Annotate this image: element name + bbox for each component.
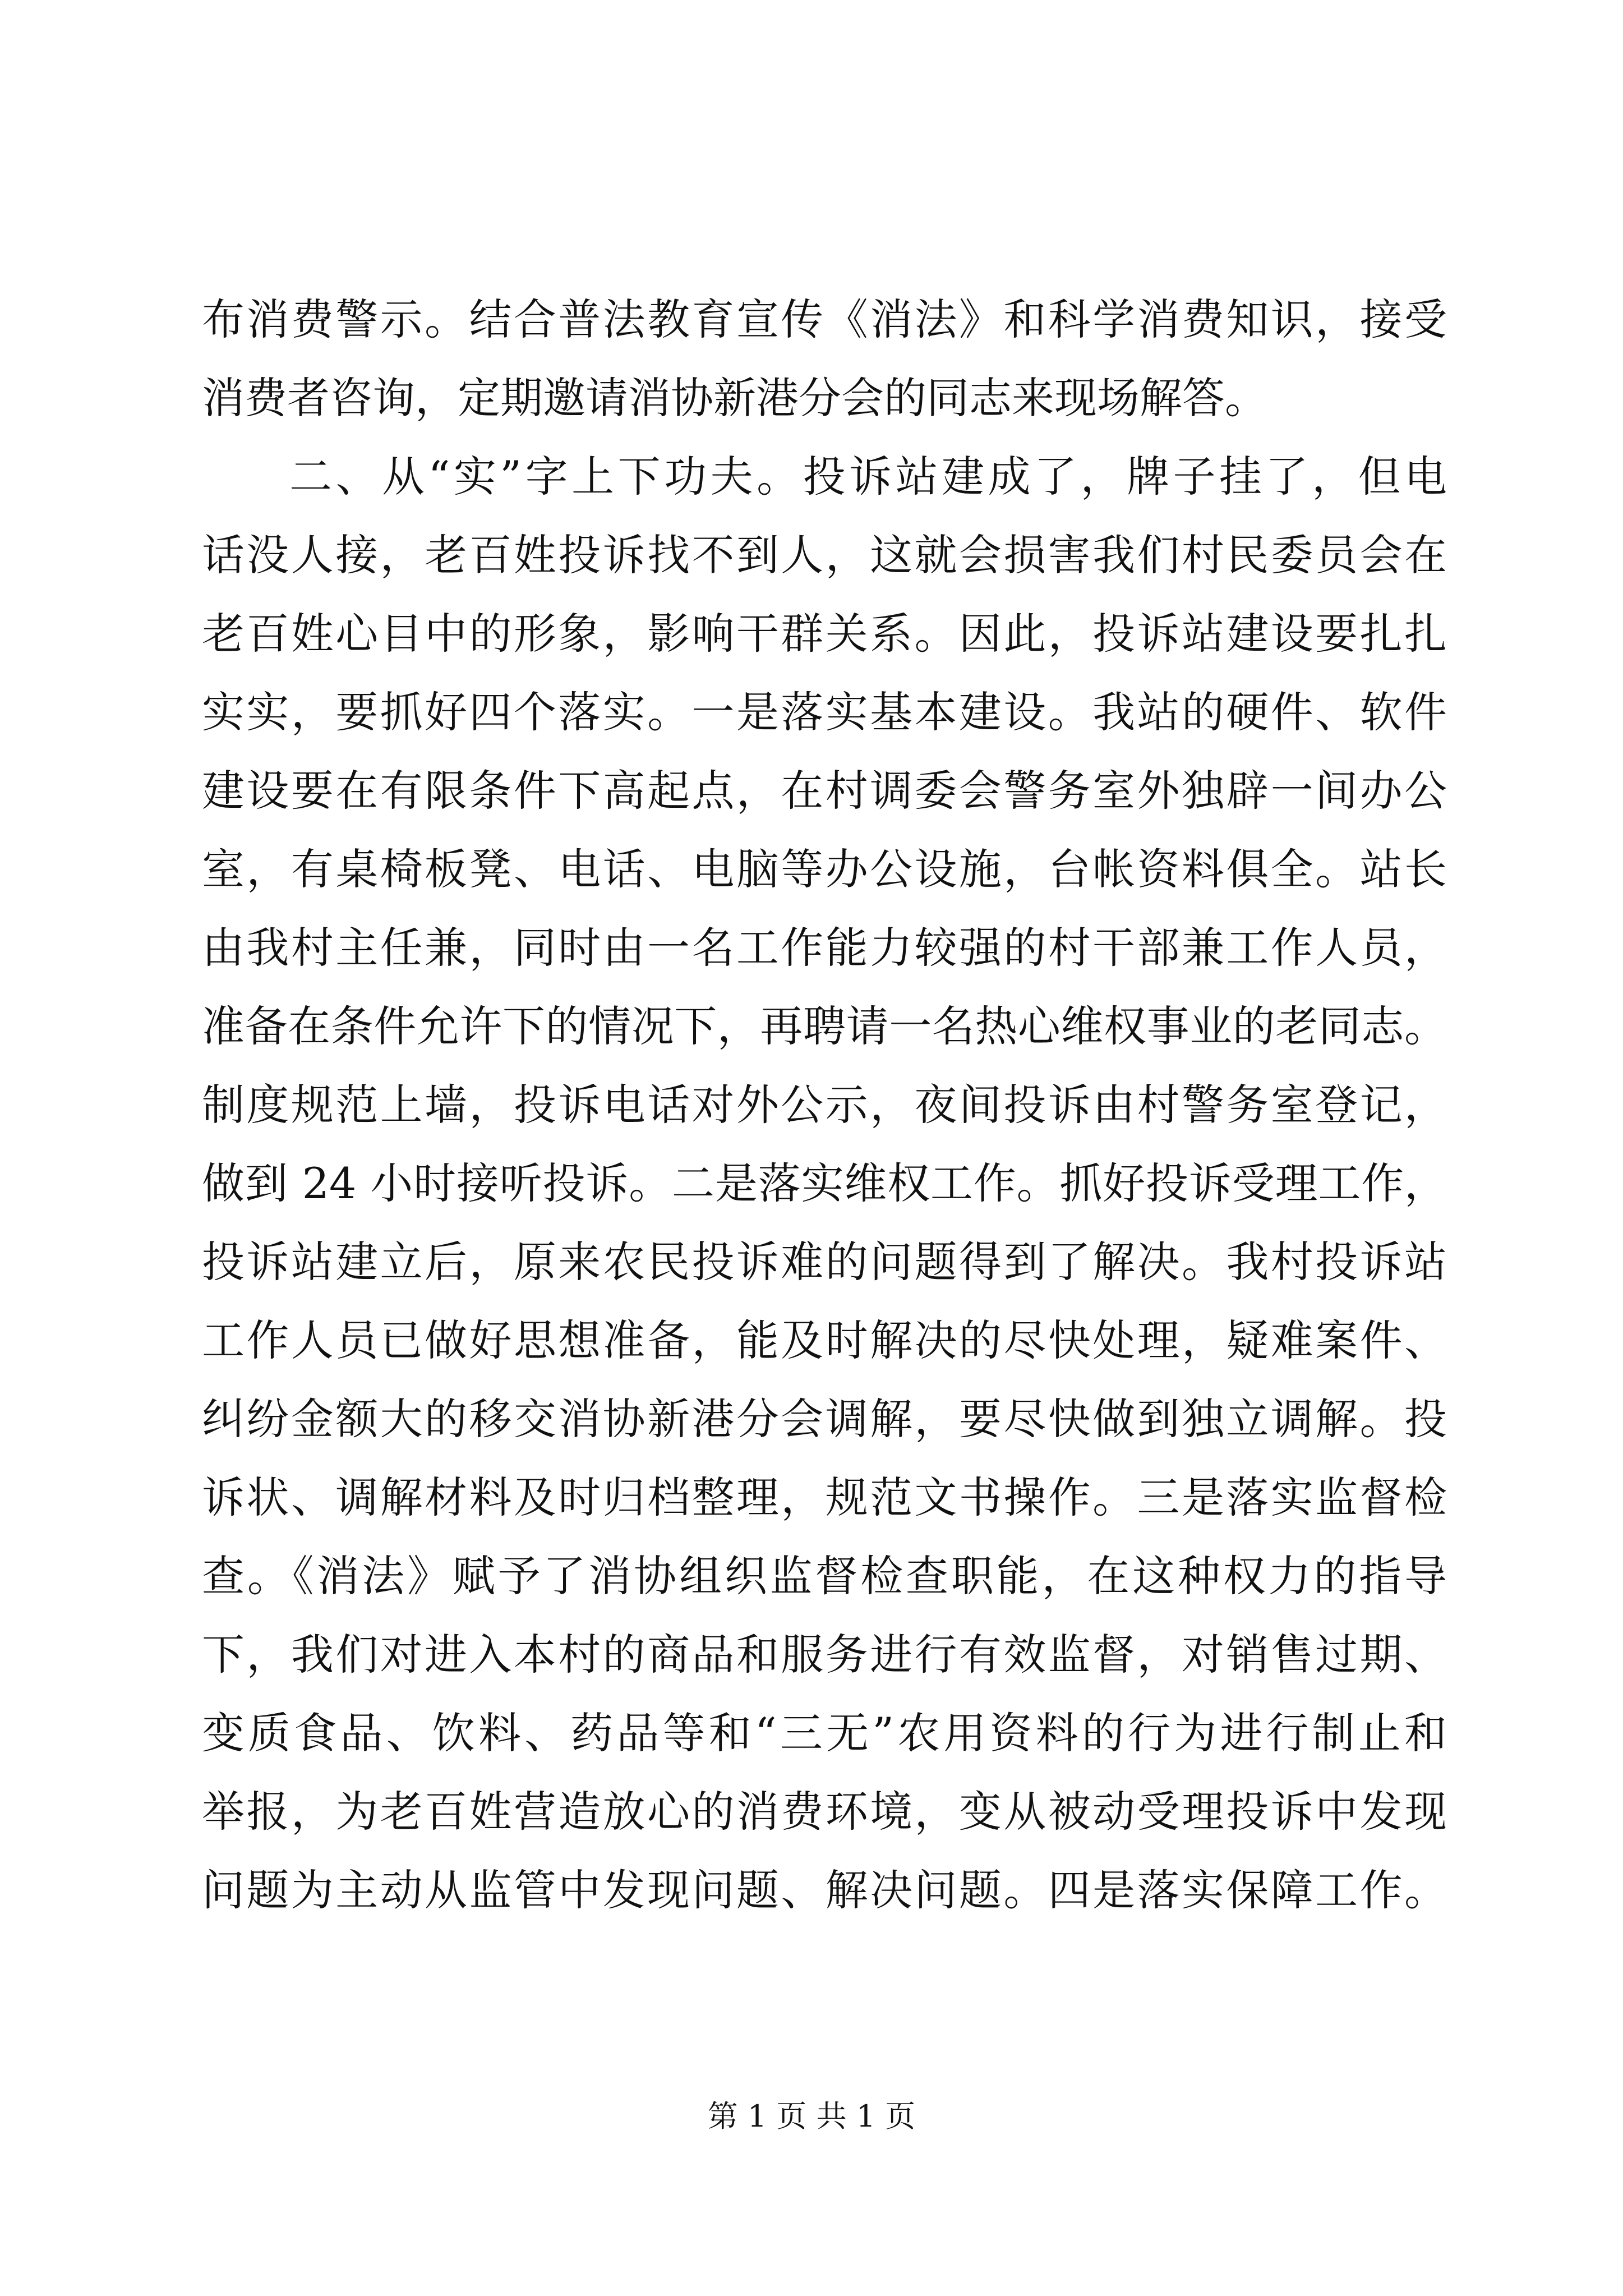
text-line-21: 问题为主动从监管中发现问题、解决问题。四是落实保障工作。 [202, 1865, 1447, 1915]
text-line-16: 诉状、调解材料及时归档整理，规范文书操作。三是落实监督检 [202, 1473, 1447, 1522]
text-line-19: 变质食品、饮料、药品等和“三无”农用资料的行为进行制止和 [202, 1708, 1447, 1758]
text-line-17: 查。《消法》赋予了消协组织监督检查职能，在这种权力的指导 [202, 1551, 1447, 1601]
text-line-1: 布消费警示。结合普法教育宣传《消法》和科学消费知识，接受 [202, 295, 1447, 344]
text-line-5: 老百姓心目中的形象，影响干群关系。因此，投诉站建设要扎扎 [202, 609, 1447, 659]
text-line-10: 准备在条件允许下的情况下，再聘请一名热心维权事业的老同志。 [202, 1001, 1447, 1051]
text-line-14: 工作人员已做好思想准备，能及时解决的尽快处理，疑难案件、 [202, 1315, 1447, 1365]
body-text [202, 292, 1447, 1941]
text-line-3: 二、从“实”字上下功夫。投诉站建成了，牌子挂了，但电 [289, 452, 1447, 501]
text-line-8: 室，有桌椅板凳、电话、电脑等办公设施，台帐资料俱全。站长 [202, 844, 1447, 894]
text-line-12: 做到 24 小时接听投诉。二是落实维权工作。抓好投诉受理工作， [202, 1158, 1447, 1208]
text-line-13: 投诉站建立后，原来农民投诉难的问题得到了解决。我村投诉站 [202, 1237, 1447, 1287]
text-line-20: 举报，为老百姓营造放心的消费环境，变从被动受理投诉中发现 [202, 1787, 1447, 1837]
text-line-9: 由我村主任兼，同时由一名工作能力较强的村干部兼工作人员， [202, 923, 1447, 973]
text-line-18: 下，我们对进入本村的商品和服务进行有效监督，对销售过期、 [202, 1630, 1447, 1680]
text-line-7: 建设要在有限条件下高起点，在村调委会警务室外独辟一间办公 [202, 766, 1447, 816]
page-number-footer: 第 1 页 共 1 页 [707, 2099, 916, 2134]
text-line-6: 实实，要抓好四个落实。一是落实基本建设。我站的硬件、软件 [202, 687, 1447, 737]
text-line-11: 制度规范上墙，投诉电话对外公示，夜间投诉由村警务室登记， [202, 1080, 1447, 1130]
text-line-15: 纠纷金额大的移交消协新港分会调解，要尽快做到独立调解。投 [202, 1394, 1447, 1444]
text-line-2: 消费者咨询，定期邀请消协新港分会的同志来现场解答。 [202, 373, 1267, 423]
text-line-4: 话没人接，老百姓投诉找不到人，这就会损害我们村民委员会在 [202, 530, 1447, 580]
